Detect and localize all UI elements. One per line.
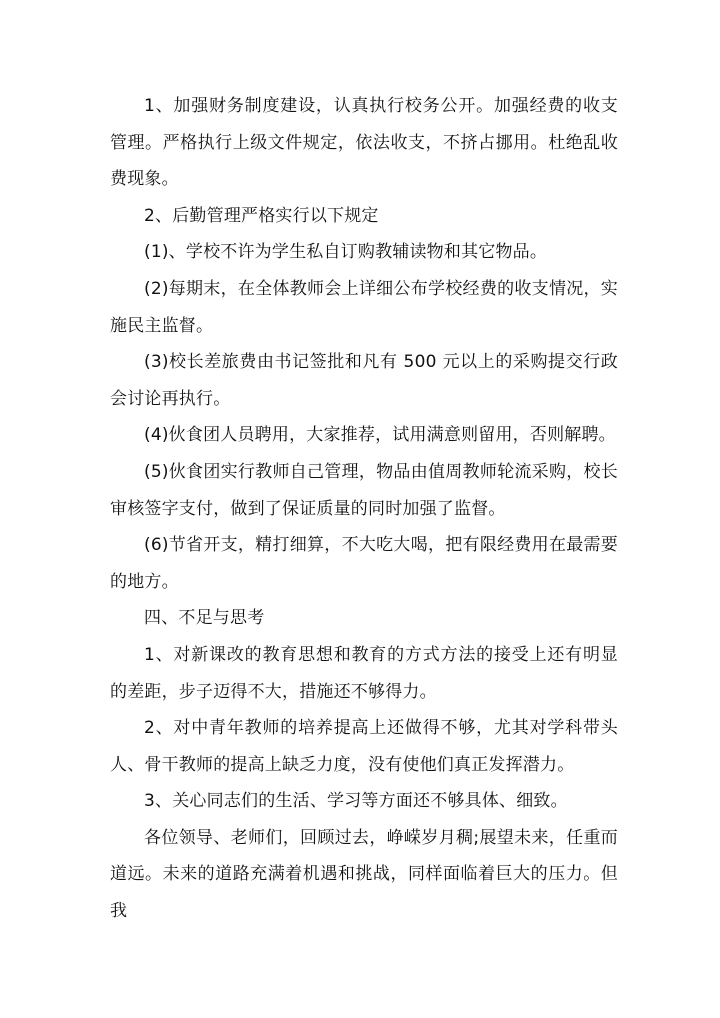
paragraph-rule-6: (6)节省开支，精打细算，不大吃大喝，把有限经费用在最需要的地方。	[110, 535, 618, 592]
paragraph-logistics-rules: 2、后勤管理严格实行以下规定	[144, 205, 379, 226]
paragraph-closing: 各位领导、老师们，回顾过去，峥嵘岁月稠;展望未来，任重而道远。未来的道路充满着机遇和挑战，同样面临着巨大的压力。但我	[110, 827, 618, 922]
paragraph-shortcoming-3: 3、关心同志们的生活、学习等方面还不够具体、细致。	[144, 791, 568, 812]
paragraph-rule-5: (5)伙食团实行教师自己管理，物品由值周教师轮流采购，校长审核签字支付，做到了保证质量的同时加强了监督。	[110, 461, 618, 519]
paragraph-rule-3: (3)校长差旅费由书记签批和凡有 500 元以上的采购提交行政会讨论再执行。	[110, 352, 618, 409]
paragraph-shortcoming-1: 1、对新课改的教育思想和教育的方式方法的接受上还有明显的差距，步子迈得不大，措施还不够得力。	[110, 644, 618, 702]
paragraph-rule-2: (2)每期末，在全体教师会上详细公布学校经费的收支情况，实施民主监督。	[110, 278, 618, 336]
paragraph-shortcoming-2: 2、对中青年教师的培养提高上还做得不够，尤其对学科带头人、骨干教师的提高上缺乏力度，没有使他们真正发挥潜力。	[110, 718, 618, 775]
document-body	[110, 88, 618, 930]
paragraph-rule-1: (1)、学校不许为学生私自订购教辅读物和其它物品。	[144, 242, 548, 263]
section-heading-shortcomings: 四、不足与思考	[144, 608, 265, 629]
paragraph-rule-4: (4)伙食团人员聘用，大家推荐，试用满意则留用，否则解聘。	[144, 425, 616, 446]
paragraph-finance-system: 1、加强财务制度建设，认真执行校务公开。加强经费的收支管理。严格执行上级文件规定，依法收支，不挤占挪用。杜绝乱收费现象。	[110, 96, 618, 190]
